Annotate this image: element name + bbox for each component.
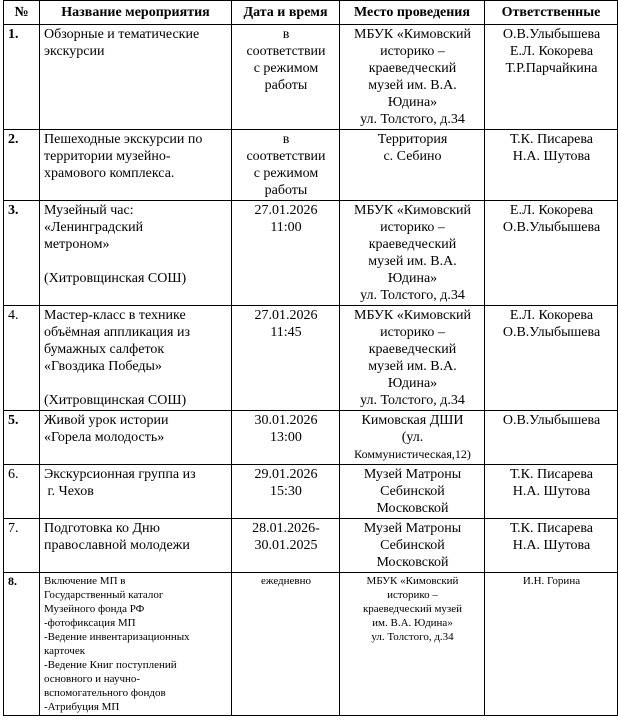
- cell-line: МБУК «Кимовский: [354, 308, 471, 323]
- cell-date: [232, 573, 340, 716]
- cell-responsible: [485, 573, 618, 716]
- cell-line: Юдина»: [387, 376, 438, 391]
- cell-line: ул. Толстого, д.34: [371, 631, 454, 643]
- cell-line: МБУК «Кимовский: [366, 575, 459, 587]
- cell-line: МБУК «Кимовский: [354, 27, 471, 42]
- cell-num: 8.: [4, 573, 40, 716]
- cell-num: 5.: [4, 411, 40, 465]
- cell-num: 2.: [4, 130, 40, 201]
- cell-line: с режимом: [253, 61, 319, 76]
- cell-line: работы: [264, 78, 308, 93]
- cell-line: с. Себино: [383, 149, 442, 164]
- cell-place: [340, 130, 485, 201]
- header-place: Место проведения: [340, 1, 485, 25]
- cell-line: историко –: [380, 44, 445, 59]
- cell-line: 28.01.2026-: [252, 521, 320, 536]
- cell-line: с режимом: [253, 166, 319, 181]
- cell-line: краеведческий музей: [362, 603, 463, 615]
- cell-line: -Атрибуция МП: [44, 701, 120, 713]
- cell-line: -фотофиксация МП: [44, 617, 136, 629]
- cell-num: 4.: [4, 306, 40, 411]
- cell-line: историко –: [387, 589, 438, 601]
- cell-line: музей им. В.А.: [368, 78, 457, 93]
- events-table: [3, 0, 618, 716]
- cell-name: [40, 201, 232, 306]
- cell-line: Себинской: [380, 484, 445, 499]
- cell-line: работы: [264, 183, 308, 198]
- cell-line: 27.01.2026: [254, 203, 318, 218]
- table-row: [4, 130, 618, 201]
- cell-place: [340, 411, 485, 465]
- cell-responsible: [485, 25, 618, 130]
- cell-line: Экскурсионная группа из: [44, 467, 196, 482]
- cell-responsible: [485, 201, 618, 306]
- cell-line: (Хитровщинская СОШ): [44, 393, 187, 408]
- cell-line: Территория: [377, 132, 448, 147]
- cell-line: Музейного фонда РФ: [44, 603, 145, 615]
- cell-line: историко –: [380, 325, 445, 340]
- cell-line: Государственный каталог: [44, 589, 164, 601]
- cell-line: Себинской: [380, 538, 445, 553]
- cell-place: [340, 306, 485, 411]
- cell-line: [44, 253, 228, 270]
- cell-place: [340, 573, 485, 716]
- cell-line: (ул.: [401, 430, 424, 445]
- cell-line: Т.К. Писарева: [509, 467, 594, 482]
- cell-date: [232, 519, 340, 573]
- cell-line: 11:45: [270, 325, 302, 340]
- cell-line: историко –: [380, 220, 445, 235]
- cell-line: г. Чехов: [44, 484, 94, 499]
- header-row: [4, 1, 618, 25]
- cell-line: музей им. В.А.: [368, 359, 457, 374]
- table-row: [4, 25, 618, 130]
- cell-num: 6.: [4, 465, 40, 519]
- cell-responsible: [485, 411, 618, 465]
- cell-name: [40, 25, 232, 130]
- cell-name: [40, 411, 232, 465]
- cell-line: Живой урок истории: [44, 413, 169, 428]
- cell-line: Т.Р.Парчайкина: [505, 61, 598, 76]
- cell-line: «Горела молодость»: [44, 430, 165, 445]
- cell-line: храмового комплекса.: [44, 166, 175, 181]
- cell-date: [232, 25, 340, 130]
- cell-line: Т.К. Писарева: [509, 521, 594, 536]
- cell-line: соответствии: [246, 44, 326, 59]
- cell-line: Мастер-класс в технике: [44, 308, 186, 323]
- cell-place: [340, 201, 485, 306]
- cell-line: Юдина»: [387, 95, 438, 110]
- cell-date: [232, 130, 340, 201]
- table-row: [4, 201, 618, 306]
- cell-line: Е.Л. Кокорева: [509, 203, 594, 218]
- cell-date: [232, 411, 340, 465]
- cell-line: метроном»: [44, 237, 110, 252]
- cell-name: [40, 519, 232, 573]
- cell-line: 15:30: [270, 484, 302, 499]
- cell-line: Н.А. Шутова: [512, 484, 591, 499]
- cell-line: православной молодежи: [44, 538, 190, 553]
- table-row: [4, 465, 618, 519]
- cell-line: в: [282, 132, 290, 147]
- cell-place: [340, 465, 485, 519]
- cell-line: «Ленинградский: [44, 220, 144, 235]
- cell-line: Музей Матроны: [363, 521, 462, 536]
- cell-line: Пешеходные экскурсии по: [44, 132, 203, 147]
- cell-line: 30.01.2026: [254, 413, 318, 428]
- cell-line: ул. Толстого, д.34: [360, 112, 465, 127]
- cell-line: О.В.Улыбышева: [502, 325, 601, 340]
- header-responsible: Ответственные: [485, 1, 618, 25]
- cell-line: Н.А. Шутова: [512, 538, 591, 553]
- cell-line: краеведческий: [368, 61, 457, 76]
- cell-line: «Гвоздика Победы»: [44, 359, 162, 374]
- cell-date: [232, 306, 340, 411]
- cell-line: Кимовская ДШИ: [361, 413, 464, 428]
- cell-line: 29.01.2026: [254, 467, 318, 482]
- header-date: Дата и время: [232, 1, 340, 25]
- cell-line: в: [282, 27, 290, 42]
- cell-line: экскурсии: [44, 44, 105, 59]
- cell-line: вспомогательного фондов: [44, 687, 166, 699]
- cell-line: Т.К. Писарева: [509, 132, 594, 147]
- cell-line: музей им. В.А.: [368, 254, 457, 269]
- cell-line: бумажных салфеток: [44, 342, 165, 357]
- table-row: [4, 519, 618, 573]
- cell-line: И.Н. Горина: [522, 575, 581, 587]
- table-row: [4, 573, 618, 716]
- cell-place: [340, 519, 485, 573]
- cell-line: (Хитровщинская СОШ): [44, 271, 187, 286]
- cell-responsible: [485, 465, 618, 519]
- cell-line: Е.Л. Кокорева: [509, 308, 594, 323]
- cell-line: карточек: [44, 645, 86, 657]
- cell-line: 13:00: [270, 430, 302, 445]
- header-num: №: [4, 1, 40, 25]
- cell-line: Юдина»: [387, 271, 438, 286]
- cell-line: ежедневно: [260, 575, 312, 587]
- cell-line: Московской: [376, 555, 449, 570]
- cell-line: соответствии: [246, 149, 326, 164]
- cell-line: ул. Толстого, д.34: [360, 393, 465, 408]
- cell-line: МБУК «Кимовский: [354, 203, 471, 218]
- cell-line: О.В.Улыбышева: [502, 220, 601, 235]
- cell-line: Московской: [376, 501, 449, 516]
- cell-line: ул. Толстого, д.34: [360, 288, 465, 303]
- cell-date: [232, 201, 340, 306]
- cell-num: 7.: [4, 519, 40, 573]
- cell-line: Коммунистическая,12): [354, 447, 471, 461]
- cell-line: 11:00: [270, 220, 302, 235]
- cell-line: краеведческий: [368, 237, 457, 252]
- cell-name: [40, 130, 232, 201]
- cell-line: -Ведение инвентаризационных: [44, 631, 190, 643]
- cell-line: основного и научно-: [44, 673, 141, 685]
- cell-responsible: [485, 130, 618, 201]
- cell-line: территории музейно-: [44, 149, 171, 164]
- cell-date: [232, 465, 340, 519]
- cell-line: 30.01.2025: [254, 538, 318, 553]
- cell-line: [44, 375, 228, 392]
- table-row: [4, 411, 618, 465]
- header-name: Название мероприятия: [40, 1, 232, 25]
- cell-line: им. В.А. Юдина»: [372, 617, 453, 629]
- cell-line: О.В.Улыбышева: [502, 27, 601, 42]
- cell-line: 27.01.2026: [254, 308, 318, 323]
- cell-line: Включение МП в: [44, 575, 126, 587]
- cell-num: 1.: [4, 25, 40, 130]
- cell-line: -Ведение Книг поступлений: [44, 659, 177, 671]
- cell-name: [40, 573, 232, 716]
- table-row: [4, 306, 618, 411]
- cell-line: Музей Матроны: [363, 467, 462, 482]
- cell-line: краеведческий: [368, 342, 457, 357]
- cell-line: О.В.Улыбышева: [502, 413, 601, 428]
- cell-line: Е.Л. Кокорева: [509, 44, 594, 59]
- cell-num: 3.: [4, 201, 40, 306]
- cell-line: Обзорные и тематические: [44, 27, 200, 42]
- cell-name: [40, 465, 232, 519]
- cell-place: [340, 25, 485, 130]
- cell-line: Н.А. Шутова: [512, 149, 591, 164]
- cell-line: объёмная аппликация из: [44, 325, 190, 340]
- cell-name: [40, 306, 232, 411]
- cell-responsible: [485, 519, 618, 573]
- cell-responsible: [485, 306, 618, 411]
- cell-line: Музейный час:: [44, 203, 134, 218]
- cell-line: Подготовка ко Дню: [44, 521, 160, 536]
